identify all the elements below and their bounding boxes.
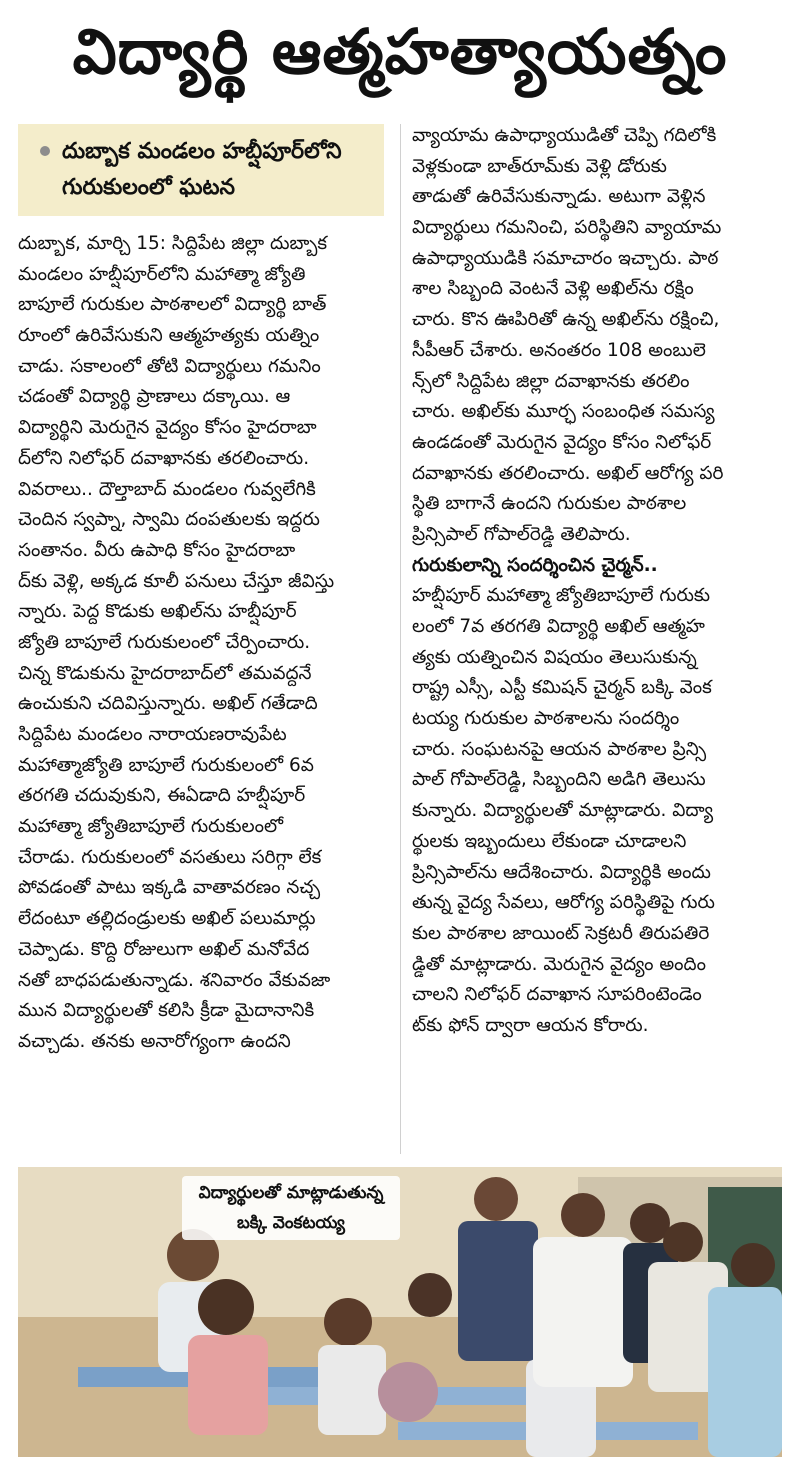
- article-column-left: [18, 229, 388, 1058]
- article-line: సీపీఆర్ చేశారు. అనంతరం 108 అంబులె: [412, 339, 706, 361]
- article-line: చారు. కొన ఊపిరితో ఉన్న అఖిల్‌ను రక్షించి,: [412, 309, 720, 331]
- article-line: స్థితి బాగానే ఉందని గురుకుల పాఠశాల: [412, 493, 687, 515]
- bullet-icon: [40, 146, 50, 156]
- photo-caption: [182, 1176, 400, 1240]
- article-line: చాలని నిలోఫర్ దవాఖాన సూపరింటెండెం: [412, 984, 702, 1006]
- article-line: మహాత్మాజ్యోతి బాపూలే గురుకులంలో 6వ: [18, 754, 314, 776]
- article-line: ప్రిన్సిపాల్‌ను ఆదేశించారు. విద్యార్థికి అందు: [412, 861, 711, 883]
- article-line: ఉంచుకుని చదివిస్తున్నారు. అఖిల్ గతేడాది: [18, 693, 318, 715]
- article-line: మండలం హబ్షీపూర్‌లోని మహాత్మా జ్యోతి: [18, 263, 306, 285]
- column-divider: [400, 124, 401, 1154]
- article-line: డ్డితో మాట్లాడారు. మెరుగైన వైద్యం అందిం: [412, 953, 706, 975]
- article-line: కుల పాఠశాల జాయింట్ సెక్రటరీ తిరుపతిరె: [412, 922, 710, 944]
- article-line: పోవడంతో పాటు ఇక్కడి వాతావరణం నచ్చ: [18, 877, 321, 899]
- article-line: రూంలో ఉరివేసుకుని ఆత్మహత్యకు యత్నిం: [18, 325, 320, 347]
- subheading-box: [18, 124, 384, 216]
- article-line: టయ్య గురుకుల పాఠశాలను సందర్శిం: [412, 708, 680, 730]
- headline: విద్యార్థి ఆత్మహత్యాయత్నం: [72, 15, 728, 88]
- article-line: దుబ్బాక, మార్చి 15: సిద్దిపేట జిల్లా దుబ్బాక: [18, 233, 328, 254]
- article-line: చెందిన స్వప్నా, స్వామి దంపతులకు ఇద్దరు: [18, 509, 320, 531]
- photo-caption-line: బక్కి వెంకటయ్య: [237, 1213, 345, 1233]
- article-line: త్యకు యత్నించిన విషయం తెలుసుకున్న: [412, 646, 697, 668]
- article-line: తాడుతో ఉరివేసుకున్నాడు. అటుగా వెళ్లిన: [412, 186, 706, 208]
- article-line: బాపూలే గురుకుల పాఠశాలలో విద్యార్థి బాత్: [18, 294, 327, 316]
- article-line: ర్థులకు ఇబ్బందులు లేకుండా చూడాలని: [412, 830, 687, 852]
- article-line: రాష్ట్ర ఎస్సీ, ఎస్టీ కమిషన్ చైర్మన్ బక్కి వెంక: [412, 677, 712, 699]
- article-line: మహాత్మా జ్యోతిబాపూలే గురుకులంలో: [18, 816, 284, 838]
- article-line: మున విద్యార్థులతో కలిసి క్రీడా మైదానానికి: [18, 1000, 315, 1022]
- article-line: చారు. అఖిల్‌కు మూర్ఛ సంబంధిత సమస్య: [412, 401, 715, 423]
- article-line: లంలో 7వ తరగతి విద్యార్థి అఖిల్ ఆత్మహ: [412, 616, 705, 637]
- article-line: చిన్న కొడుకును హైదరాబాద్‌లో తమవద్దనే: [18, 662, 312, 684]
- article-line: దవాఖానకు తరలించారు. అఖిల్ ఆరోగ్య పరి: [412, 462, 724, 484]
- article-line: ట్‌కు ఫోన్ ద్వారా ఆయన కోరారు.: [412, 1014, 649, 1036]
- subheading-line: దుబ్బాక మండలం హబ్షీపూర్‌లోని: [62, 139, 342, 164]
- article-line: జ్యోతి బాపూలే గురుకులంలో చేర్పించారు.: [18, 631, 311, 653]
- article-line: చడంతో విద్యార్థి ప్రాణాలు దక్కాయి. ఆ: [18, 386, 291, 408]
- article-line: విద్యార్థులు గమనించి, పరిస్థితిని వ్యాయామ: [412, 217, 722, 239]
- article-line: చారు. సంఘటనపై ఆయన పాఠశాల ప్రిన్సి: [412, 738, 707, 760]
- subheading-line: గురుకులంలో ఘటన: [62, 175, 235, 200]
- article-line: వచ్చాడు. తనకు అనారోగ్యంగా ఉందని: [18, 1030, 291, 1052]
- article-line: ద్‌కు వెళ్లి, అక్కడ కూలీ పనులు చేస్తూ జీవిస్తు: [18, 570, 335, 592]
- news-photo: [18, 1167, 782, 1457]
- section-subheading: గురుకులాన్ని సందర్శించిన చైర్మన్..: [412, 554, 658, 576]
- article-line: సంతానం. వీరు ఉపాధి కోసం హైదరాబా: [18, 539, 296, 561]
- article-line: కున్నారు. విద్యార్థులతో మాట్లాడారు. విద్యా: [412, 800, 714, 822]
- article-line: తున్న వైద్య సేవలు, ఆరోగ్య పరిస్థితిపై గురు: [412, 892, 715, 914]
- article-line: చాడు. సకాలంలో తోటి విద్యార్థులు గమనిం: [18, 355, 321, 377]
- article-line: పాల్ గోపాల్‌రెడ్డి, సిబ్బందిని అడిగి తెలుసు: [412, 769, 706, 791]
- article-line: న్స్‌లో సిద్దిపేట జిల్లా దవాఖానకు తరలిం: [412, 370, 690, 392]
- article-line: ద్‌లోని నిలోఫర్ దవాఖానకు తరలించారు.: [18, 447, 310, 469]
- article-line: చేరాడు. గురుకులంలో వసతులు సరిగ్గా లేక: [18, 846, 322, 868]
- article-column-right: [412, 121, 782, 1042]
- article-line: చెప్పాడు. కొద్ది రోజులుగా అఖిల్ మనోవేద: [18, 938, 310, 960]
- article-line: వ్యాయామ ఉపాధ్యాయుడితో చెప్పి గదిలోకి: [412, 125, 717, 146]
- article-line: ఉండడంతో మెరుగైన వైద్యం కోసం నిలోఫర్: [412, 431, 712, 453]
- article-line: లేదంటూ తల్లిదండ్రులకు అఖిల్ పలుమార్లు: [18, 908, 316, 930]
- article-line: శాల సిబ్బంది వెంటనే వెళ్లి అఖిల్‌ను రక్షిం: [412, 278, 694, 300]
- classroom-photo-illustration: [18, 1167, 782, 1457]
- article-line: ప్రిన్సిపాల్ గోపాల్‌రెడ్డి తెలిపారు.: [412, 523, 631, 545]
- article-line: సిద్దిపేట మండలం నారాయణరావుపేట: [18, 724, 287, 745]
- article-line: నతో బాధపడుతున్నాడు. శనివారం వేకువజా: [18, 969, 331, 991]
- article-line: వివరాలు.. దౌల్తాబాద్ మండలం గువ్వలేగికి: [18, 478, 316, 500]
- article-line: వెళ్లకుండా బాత్‌రూమ్‌కు వెళ్లి డోరుకు: [412, 155, 667, 177]
- article-line: విద్యార్థిని మెరుగైన వైద్యం కోసం హైదరాబా: [18, 417, 317, 439]
- photo-caption-line: విద్యార్థులతో మాట్లాడుతున్న: [198, 1183, 384, 1203]
- article-line: తరగతి చదువుకుని, ఈఏడాది హబ్షీపూర్: [18, 785, 306, 807]
- article-line: హబ్షీపూర్ మహాత్మా జ్యోతిబాపూలే గురుకు: [412, 585, 710, 607]
- article-line: ఉపాధ్యాయుడికి సమాచారం ఇచ్చారు. పాఠ: [412, 247, 719, 269]
- article-line: న్నారు. పెద్ద కొడుకు అఖిల్‌ను హబ్షీపూర్: [18, 601, 297, 623]
